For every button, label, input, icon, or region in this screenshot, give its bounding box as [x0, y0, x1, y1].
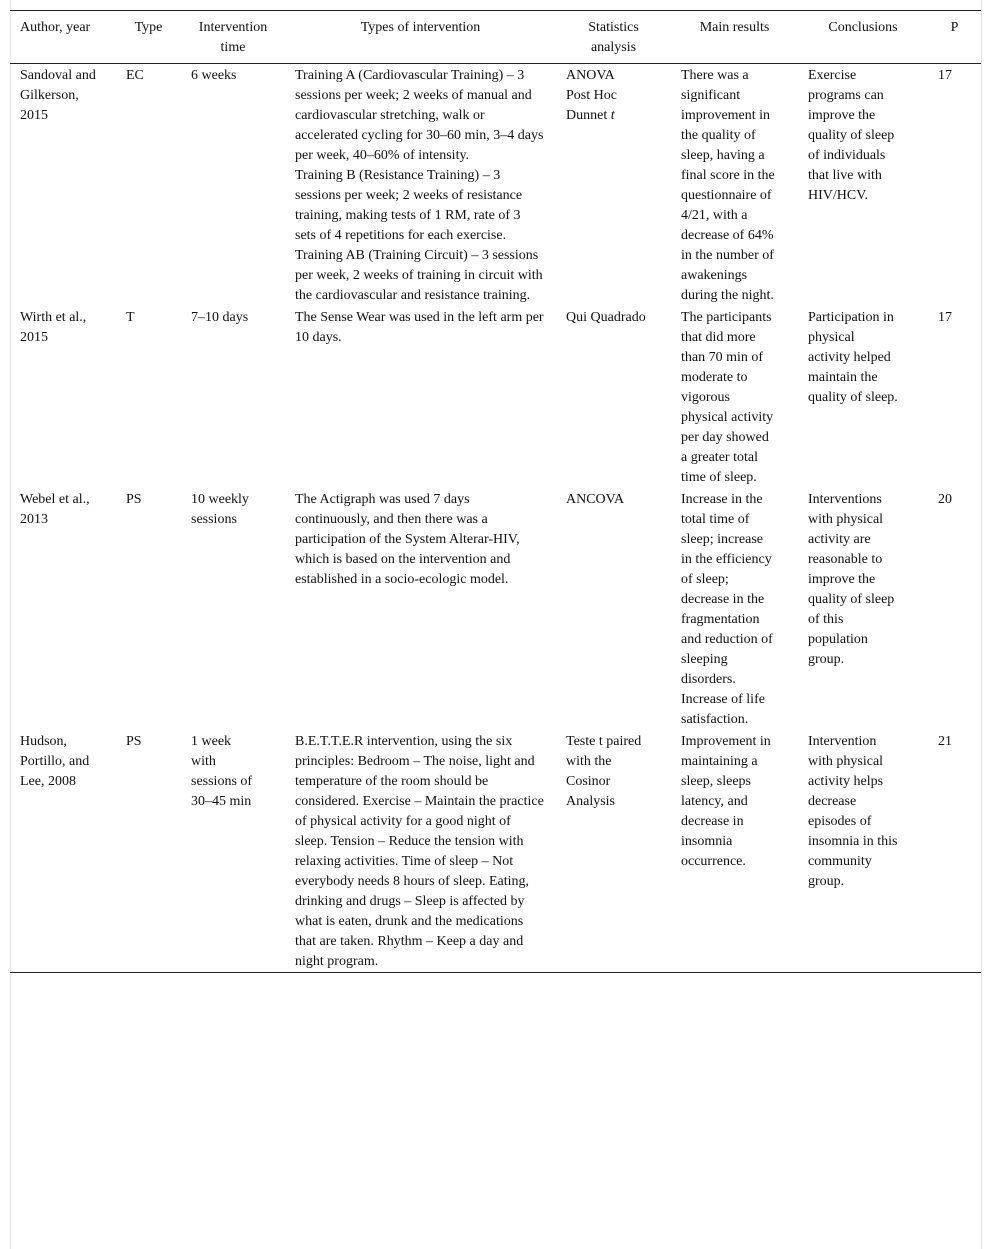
- cell-author-year: Sandoval and Gilkerson, 2015: [20, 68, 96, 123]
- intervention-paragraph: The Sense Wear was used in the left arm per 10 days.: [295, 310, 544, 345]
- stats-line: Teste t paired with the Cosinor Analysis: [566, 734, 642, 809]
- table-row: [10, 730, 981, 973]
- cell-types-of-intervention: [285, 64, 556, 307]
- stats-italic-t: t: [610, 108, 615, 123]
- table-row: [10, 64, 981, 307]
- stats-line: Dunnet: [566, 108, 608, 123]
- cell-author-year: Wirth et al., 2015: [20, 310, 87, 345]
- cell-conclusions: Interventions with physical activity are reasonable to improve the quality of sleep of this population group.: [808, 492, 895, 667]
- intervention-paragraph: Training A (Cardiovascular Training) – 3 sessions per week; 2 weeks of manual and cardiovascular stretching, walk or accelerated cycling for 30–60 min, 3–4 days per week, 40–60% of intensity.: [295, 68, 544, 163]
- cell-main-results: Increase in the total time of sleep; increase in the efficiency of sleep; decrease in the fragmentation and reduction of sleeping disorders. Increase of life satisfaction.: [681, 492, 773, 727]
- header-main-results: Main results: [699, 20, 770, 35]
- cell-main-results: The participants that did more than 70 min of moderate to vigorous physical activity per day showed a greater total time of sleep.: [681, 310, 774, 485]
- cell-intervention-time: 1 week with sessions of 30–45 min: [191, 734, 253, 809]
- intervention-paragraph: Training B (Resistance Training) – 3 sessions per week; 2 weeks of resistance training, making tests of 1 RM, rate of 3 sets of 4 repetitions for each exercise.: [295, 168, 523, 243]
- cell-intervention-time: 7–10 days: [191, 310, 249, 325]
- cell-intervention-time: 10 weekly sessions: [191, 492, 249, 527]
- stats-line: Qui Quadrado: [566, 310, 646, 325]
- header-intervention-time: Intervention time: [198, 20, 268, 55]
- stats-line: Post Hoc: [566, 88, 617, 103]
- cell-types-of-intervention: [285, 488, 556, 730]
- cell-author-year: Hudson, Portillo, and Lee, 2008: [20, 734, 90, 789]
- cell-conclusions: Participation in physical activity helped maintain the quality of sleep.: [808, 310, 898, 405]
- cell-intervention-time: 6 weeks: [191, 68, 237, 83]
- header-statistics-analysis: Statistics analysis: [588, 20, 639, 55]
- table-row: [10, 488, 981, 730]
- header-types-of-intervention: Types of intervention: [360, 20, 481, 35]
- header-type: Type: [134, 20, 163, 35]
- cell-main-results: There was a significant improvement in the quality of sleep, having a final score in the questionnaire of 4/21, with a decrease of 64% in the number of awakenings during the night.: [681, 68, 775, 303]
- cell-p: 17: [938, 310, 952, 325]
- cell-statistics-analysis: [556, 64, 671, 307]
- cell-type: PS: [126, 492, 142, 507]
- intervention-paragraph: Training AB (Training Circuit) – 3 sessions per week, 2 weeks of training in circuit with the cardiovascular and resistance training.: [295, 248, 543, 303]
- cell-statistics-analysis: [556, 306, 671, 488]
- cell-conclusions: Exercise programs can improve the quality of sleep of individuals that live with HIV/HCV.: [808, 68, 895, 203]
- stats-line: ANCOVA: [566, 492, 625, 507]
- cell-types-of-intervention: [285, 730, 556, 973]
- cell-p: 17: [938, 68, 952, 83]
- cell-type: EC: [126, 68, 144, 83]
- intervention-paragraph: The Actigraph was used 7 days continuously, and then there was a participation of the System Alterar-HIV, which is based on the intervention and established in a socio-ecologic model.: [295, 492, 520, 587]
- cell-conclusions: Intervention with physical activity helps decrease episodes of insomnia in this community group.: [808, 734, 898, 889]
- table-row: [10, 306, 981, 488]
- cell-statistics-analysis: [556, 488, 671, 730]
- cell-type: PS: [126, 734, 142, 749]
- header-conclusions: Conclusions: [828, 20, 898, 35]
- table-header-row: [10, 11, 981, 64]
- cell-types-of-intervention: [285, 306, 556, 488]
- cell-author-year: Webel et al., 2013: [20, 492, 90, 527]
- results-table: [10, 10, 981, 973]
- cell-p: 21: [938, 734, 952, 749]
- cell-statistics-analysis: [556, 730, 671, 973]
- cell-type: T: [126, 310, 135, 325]
- cell-p: 20: [938, 492, 952, 507]
- header-p: P: [950, 20, 959, 35]
- intervention-paragraph: B.E.T.T.E.R intervention, using the six principles: Bedroom – The noise, light and temperature of the room should be considered. Exercise – Maintain the practice of physical activity for a good night of sleep. Tension – Reduce the tension with relaxing activities. Time of sleep – Not everybody needs 8 hours of sleep. Eating, drinking and drugs – Sleep is affected by what is eaten, drunk and the medications that are taken. Rhythm – Keep a day and night program.: [295, 734, 544, 969]
- cell-main-results: Improvement in maintaining a sleep, sleeps latency, and decrease in insomnia occurrence.: [681, 734, 771, 869]
- stats-line: ANOVA: [566, 68, 615, 83]
- header-author-year: Author, year: [20, 20, 91, 35]
